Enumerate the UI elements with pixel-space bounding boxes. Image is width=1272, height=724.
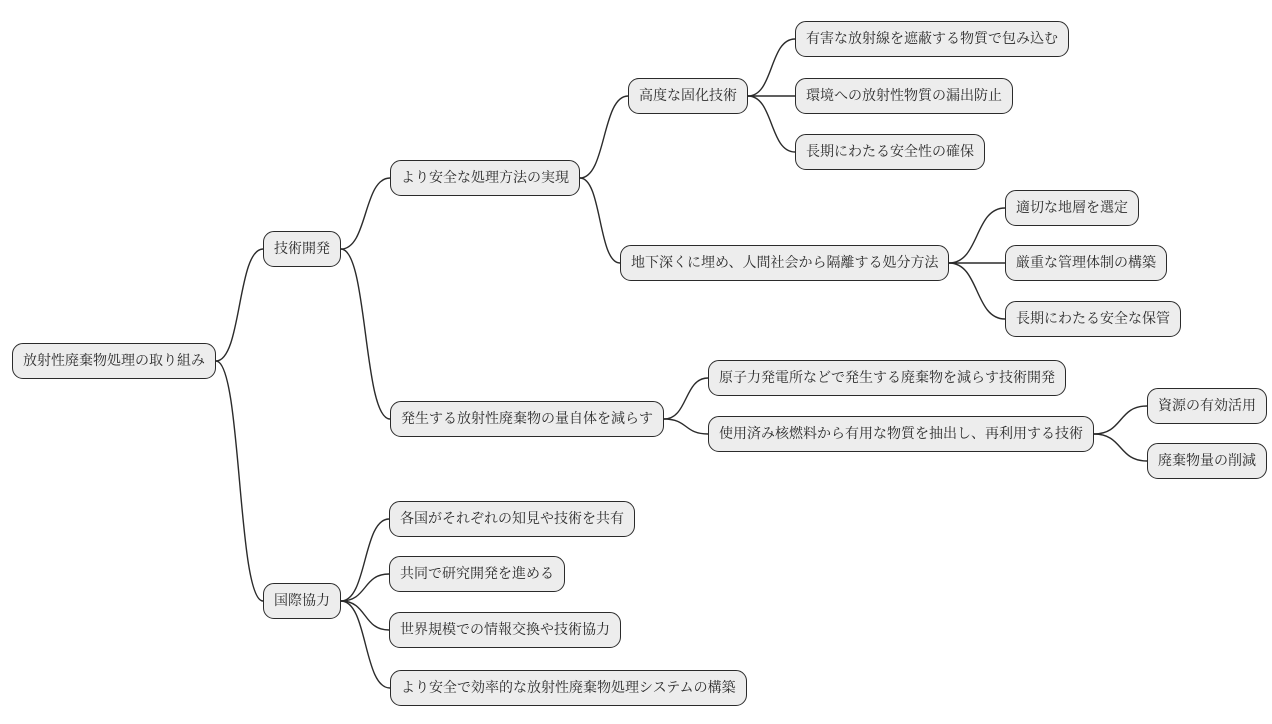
node-leak-prevention: 環境への放射性物質の漏出防止 [795, 78, 1013, 114]
mindmap-edge [664, 419, 708, 434]
node-waste-amount-cut: 廃棄物量の削減 [1147, 443, 1267, 479]
mindmap-edge [341, 601, 390, 688]
node-safer-treatment: より安全な処理方法の実現 [390, 160, 580, 196]
node-root: 放射性廃棄物処理の取り組み [12, 343, 216, 379]
mindmap-edge [580, 178, 620, 263]
node-site-selection: 適切な地層を選定 [1005, 190, 1139, 226]
node-international-cooperation: 国際協力 [263, 583, 341, 619]
node-advanced-solidification: 高度な固化技術 [628, 78, 748, 114]
mindmap-edge [341, 249, 390, 419]
mindmap-edge [1094, 406, 1147, 434]
node-resource-utilization: 資源の有効活用 [1147, 388, 1267, 424]
mindmap-edge [1094, 434, 1147, 461]
node-joint-research: 共同で研究開発を進める [389, 556, 565, 592]
node-spent-fuel-recycling: 使用済み核燃料から有用な物質を抽出し、再利用する技術 [708, 416, 1094, 452]
mindmap-edge [341, 519, 389, 601]
node-longterm-safety: 長期にわたる安全性の確保 [795, 134, 985, 170]
mindmap-edge [949, 263, 1005, 319]
mindmap-edge [580, 96, 628, 178]
node-strict-management: 厳重な管理体制の構築 [1005, 245, 1167, 281]
node-shielding-encapsulation: 有害な放射線を遮蔽する物質で包み込む [795, 21, 1069, 57]
node-waste-volume-reduction: 発生する放射性廃棄物の量自体を減らす [390, 401, 664, 437]
mindmap-edge [748, 96, 795, 152]
mindmap-edge [341, 574, 389, 601]
mindmap-edge [341, 601, 389, 630]
node-deep-geological-disposal: 地下深くに埋め、人間社会から隔離する処分方法 [620, 245, 949, 281]
node-technology-development: 技術開発 [263, 231, 341, 267]
node-global-exchange: 世界規模での情報交換や技術協力 [389, 612, 621, 648]
node-longterm-storage: 長期にわたる安全な保管 [1005, 301, 1181, 337]
node-knowledge-sharing: 各国がそれぞれの知見や技術を共有 [389, 501, 635, 537]
mindmap-edge [216, 361, 263, 601]
mindmap-edge [949, 208, 1005, 263]
mindmap-edge [216, 249, 263, 361]
node-safe-efficient-system: より安全で効率的な放射性廃棄物処理システムの構築 [390, 670, 747, 706]
mindmap-edge [341, 178, 390, 249]
node-plant-waste-reduction: 原子力発電所などで発生する廃棄物を減らす技術開発 [708, 360, 1066, 396]
mindmap-edge [748, 39, 795, 96]
mindmap-edge [664, 378, 708, 419]
